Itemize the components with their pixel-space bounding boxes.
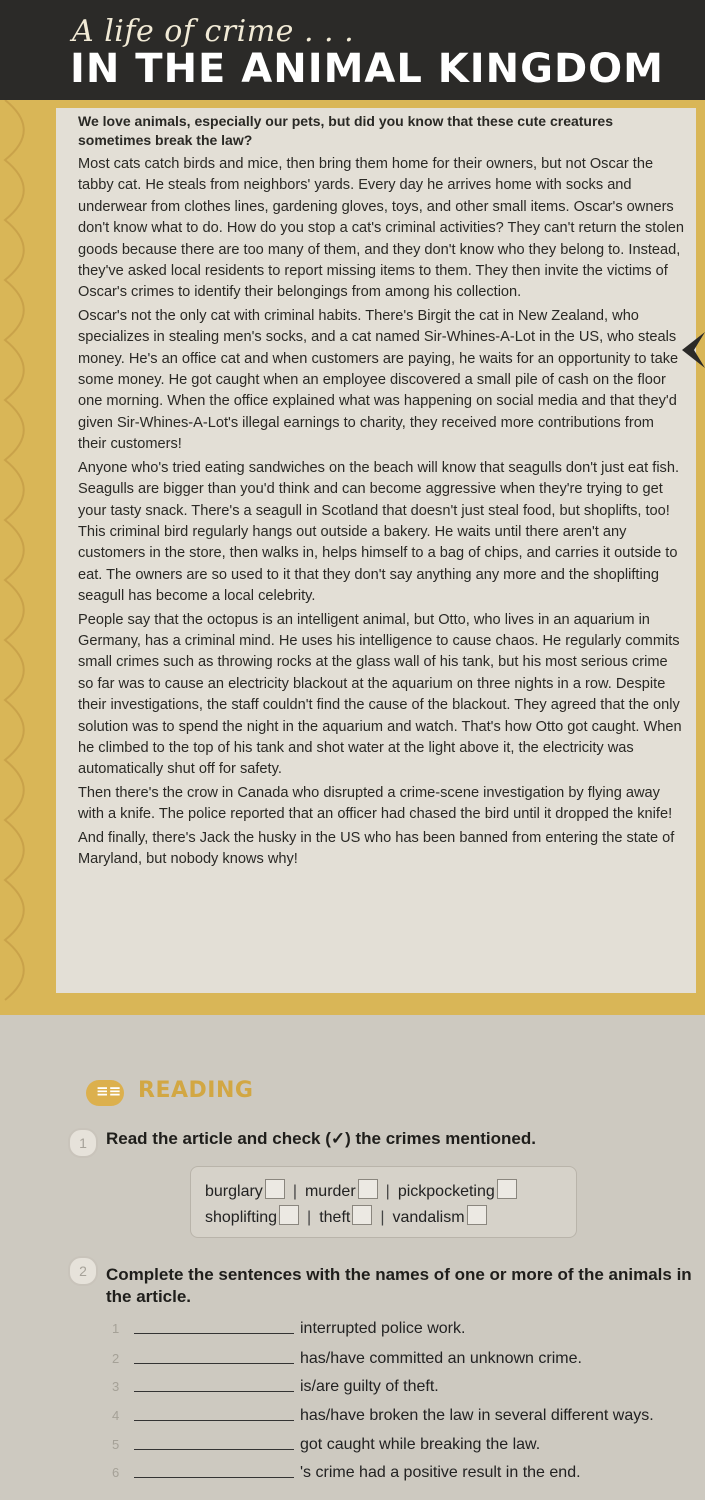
checkbox[interactable] (352, 1205, 372, 1225)
crime-label: vandalism (392, 1209, 465, 1226)
exercise-1-instruction: Read the article and check (✓) the crimes mentioned. (106, 1129, 536, 1148)
reading-badge-icon: ≡≡ (86, 1080, 124, 1106)
paragraph: And finally, there's Jack the husky in the US who has been banned from entering the state of Maryland, but nobody knows why! (78, 829, 675, 867)
section-title: READING (138, 1078, 254, 1103)
sentence-item: 3 is/are guilty of theft. (112, 1378, 439, 1395)
crime-label: pickpocketing (397, 1183, 495, 1200)
paragraph: Oscar's not the only cat with criminal habits. There's Birgit the cat in New Zealand, who specializes in stealing men's socks, and a cat named Sir-Whines-A-Lot in the US, who steals money. He's an office cat and when customers are paying, he waits for an opportunity to take some money. He got caught when an employee discovered a small pile of cash on the floor one morning. When the office explained what was happening on social media and that they'd given Sir-Whines-A-Lot's illegal earnings to charity, they received more contributions from their customers! (78, 307, 679, 453)
sentence-item: 4 has/have broken the law in several different ways. (112, 1407, 654, 1424)
paragraph: Most cats catch birds and mice, then bring them home for their owners, but not Oscar the tabby cat. He steals from neighbors' yards. Every day he arrives home with socks and underwear from clothes lines, gardening gloves, toys, and other small items. Oscar's owners don't know what to do. How do you stop a cat's criminal activities? They can't return the stolen goods because there are too many of them, and they don't know who they belong to. Instead, they've asked local residents to report missing items to them. They then invite the victims of Oscar's crimes to identify their belongings from among his collection. (78, 156, 684, 301)
crime-label: theft (319, 1209, 351, 1226)
checkbox[interactable] (467, 1205, 487, 1225)
sentence-item: 2 has/have committed an unknown crime. (112, 1350, 582, 1367)
answer-blank[interactable] (134, 1333, 294, 1334)
sentence-item: 6 's crime had a positive result in the end. (112, 1464, 581, 1481)
article-subtitle: A life of crime . . . (72, 14, 355, 49)
article-intro: We love animals, especially our pets, but did you know that these cute creatures sometimes break the law? (78, 113, 614, 148)
answer-blank[interactable] (134, 1420, 294, 1421)
answer-blank[interactable] (134, 1449, 294, 1450)
crimes-checklist: burglary | murder | pickpocketing shoplifting | theft | vandalism (190, 1166, 577, 1238)
exercise-number: 2 (68, 1256, 98, 1286)
exercise-number: 1 (68, 1128, 98, 1158)
decorative-squiggle (0, 100, 40, 1015)
answer-blank[interactable] (134, 1363, 294, 1364)
paragraph: People say that the octopus is an intelligent animal, but Otto, who lives in an aquarium in Germany, has a criminal mind. He uses his intelligence to cause chaos. He regularly commits small crimes such as throwing rocks at the glass wall of his tank, but his most serious crime so far was to cause an electricity blackout at the aquarium on three nights in a row. Despite their investigations, the staff couldn't find the cause of the blackout. They agreed that the only solution was to spend the night in the aquarium and watch. That's how Otto got caught. When he climbed to the top of his tank and shot water at the light above it, the electricity was automatically shut off for safety. (78, 611, 682, 778)
exercise-2-instruction: Complete the sentences with the names of one or more of the animals in the article. (106, 1265, 692, 1306)
paragraph: Anyone who's tried eating sandwiches on the beach will know that seagulls don't just eat fish. Seagulls are bigger than you'd think and can become aggressive when they're trying to get your tasty snack. There's a seagull in Scotland that doesn't just steal food, but shoplifts, too! This criminal bird regularly hangs out outside a bakery. He waits until there aren't any customers in the store, then walks in, helps himself to a bag of chips, and carries it outside to eat. The owners are so used to it that they don't say anything any more and the shoplifting seagull has become a local celebrity. (78, 459, 680, 605)
checkbox[interactable] (265, 1179, 285, 1199)
sentence-item: 1 interrupted police work. (112, 1320, 466, 1337)
answer-blank[interactable] (134, 1391, 294, 1392)
sentence-item: 5 got caught while breaking the law. (112, 1436, 541, 1453)
article-title: IN THE ANIMAL KINGDOM (70, 46, 664, 92)
checkbox[interactable] (497, 1179, 517, 1199)
crime-label: burglary (205, 1183, 263, 1200)
paragraph: Then there's the crow in Canada who disrupted a crime-scene investigation by flying away with a knife. The police reported that an officer had chased the bird until it dropped the knife! (78, 784, 673, 823)
article-body (78, 112, 686, 872)
answer-blank[interactable] (134, 1477, 294, 1478)
crime-label: murder (304, 1183, 356, 1200)
checkbox[interactable] (279, 1205, 299, 1225)
crime-label: shoplifting (205, 1209, 278, 1226)
checkbox[interactable] (358, 1179, 378, 1199)
